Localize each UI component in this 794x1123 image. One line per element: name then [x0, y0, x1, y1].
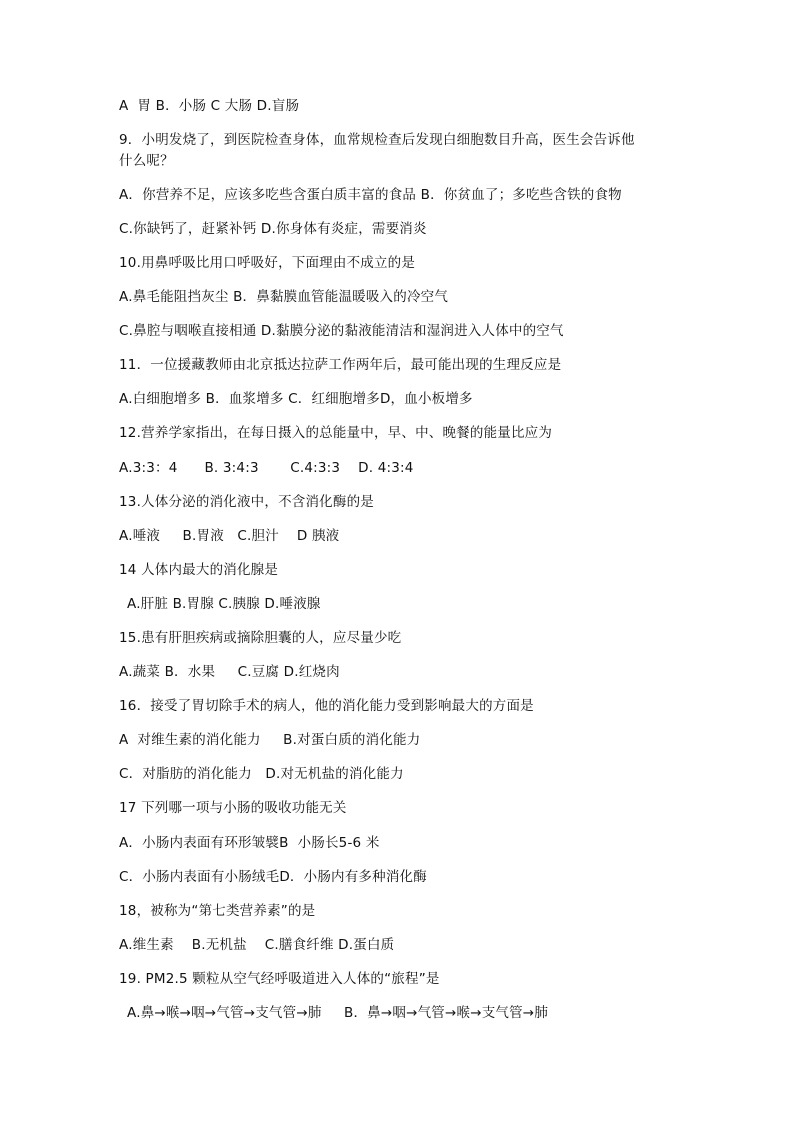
answer-options-q11: A.白细胞增多 B．血浆增多 C．红细胞增多D，血小板增多: [119, 391, 473, 407]
answer-options-q12: A.3:3：4 B. 3:4:3 C.4:3:3 D. 4:3:4: [119, 460, 414, 476]
answer-options-q8: A 胃 B．小肠 C 大肠 D.盲肠: [119, 98, 300, 114]
answer-options-q10-a: A.鼻毛能阻挡灰尘 B．鼻黏膜血管能温暖吸入的冷空气: [119, 289, 449, 305]
question-18: 18，被称为“第七类营养素”的是: [119, 903, 316, 919]
answer-options-q15: A.蔬菜 B．水果 C.豆腐 D.红烧肉: [119, 664, 340, 680]
question-12: 12.营养学家指出，在每日摄入的总能量中，早、中、晚餐的能量比应为: [119, 425, 553, 441]
answer-options-q17-b: C．小肠内表面有小肠绒毛D．小肠内有多种消化酶: [119, 869, 427, 885]
answer-options-q18: A.维生素 B.无机盐 C.膳食纤维 D.蛋白质: [119, 937, 395, 953]
question-11: 11．一位援藏教师由北京抵达拉萨工作两年后，最可能出现的生理反应是: [119, 357, 562, 373]
question-16: 16．接受了胃切除手术的病人，他的消化能力受到影响最大的方面是: [119, 698, 534, 714]
question-14: 14 人体内最大的消化腺是: [119, 562, 279, 578]
question-15: 15.患有肝胆疾病或摘除胆囊的人，应尽量少吃: [119, 630, 402, 646]
question-9-cont: 什么呢？: [119, 153, 174, 169]
answer-options-q13: A.唾液 B.胃液 C.胆汁 D 胰液: [119, 528, 340, 544]
answer-options-q16-b: C．对脂肪的消化能力 D.对无机盐的消化能力: [119, 766, 404, 782]
question-10: 10.用鼻呼吸比用口呼吸好，下面理由不成立的是: [119, 255, 416, 271]
answer-options-q14: A.肝脏 B.胃腺 C.胰腺 D.唾液腺: [127, 596, 321, 612]
answer-options-q19: A.鼻→喉→咽→气管→支气管→肺 B．鼻→咽→气管→喉→支气管→肺: [127, 1005, 549, 1021]
question-17: 17 下列哪一项与小肠的吸收功能无关: [119, 800, 347, 816]
answer-options-q9-a: A．你营养不足，应该多吃些含蛋白质丰富的食品 B．你贫血了；多吃些含铁的食物: [119, 187, 622, 203]
answer-options-q17-a: A．小肠内表面有环形皱襞B 小肠长5-6 米: [119, 835, 380, 851]
answer-options-q10-b: C.鼻腔与咽喉直接相通 D.黏膜分泌的黏液能清洁和湿润进入人体中的空气: [119, 323, 564, 339]
answer-options-q16-a: A 对维生素的消化能力 B.对蛋白质的消化能力: [119, 732, 421, 748]
question-9: 9．小明发烧了，到医院检查身体，血常规检查后发现白细胞数目升高，医生会告诉他: [119, 132, 635, 148]
question-13: 13.人体分泌的消化液中，不含消化酶的是: [119, 494, 374, 510]
question-19: 19. PM2.5 颗粒从空气经呼吸道进入人体的“旅程”是: [119, 971, 440, 987]
answer-options-q9-b: C.你缺钙了，赶紧补钙 D.你身体有炎症，需要消炎: [119, 221, 427, 237]
